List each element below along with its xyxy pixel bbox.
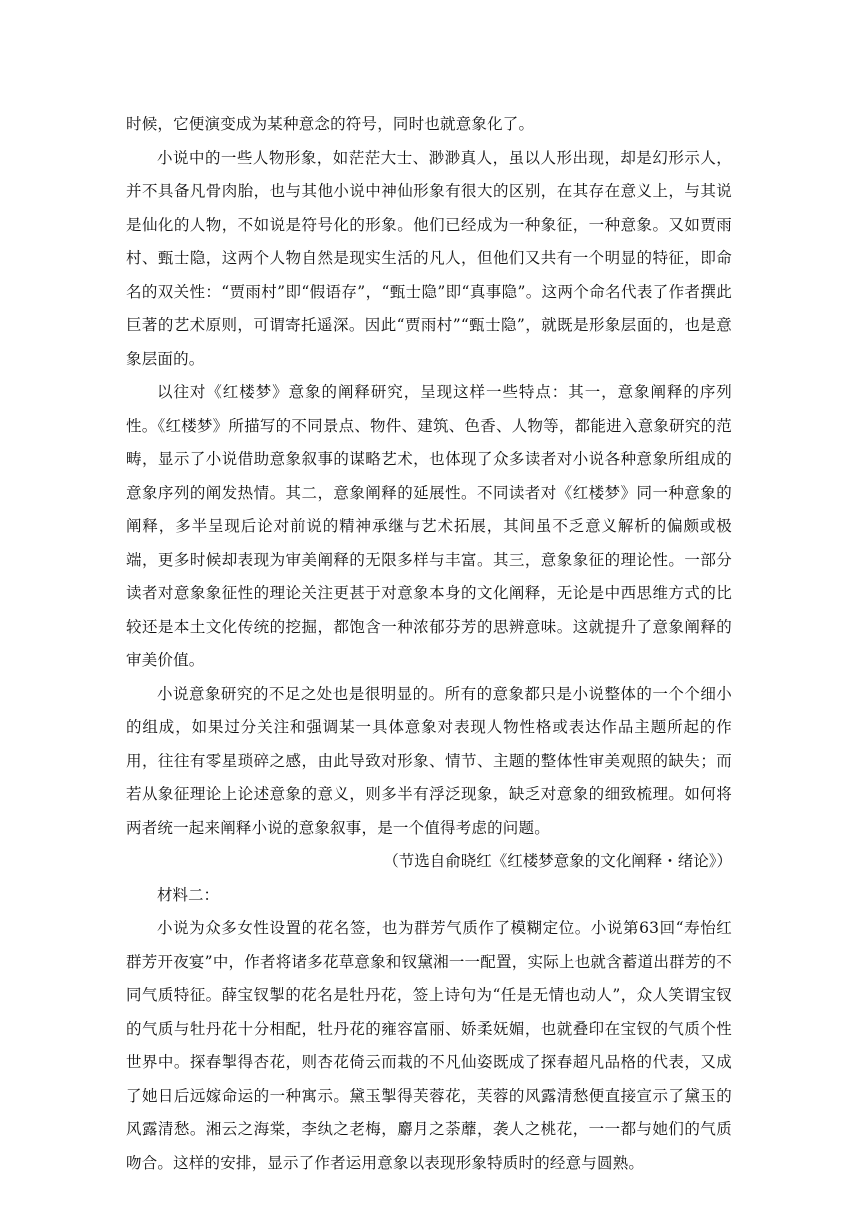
paragraph-flower-lots: 小说为众多女性设置的花名签，也为群芳气质作了模糊定位。小说第63回“寿怡红群芳开夜宴”中，作者将诸多花草意象和钗黛湘一一配置，实际上也就含蓄道出群芳的不同气质特征。薛宝钗掣的花名是牡丹花，签上诗句为“任是无情也动人”，众人笑谓宝钗的气质与牡丹花十分相配，牡丹花的雍容富丽、娇柔妩媚，也就叠印在宝钗的气质个性世界中。探春掣得杏花，则杏花倚云而栽的不凡仙姿既成了探春超凡品格的代表，又成了她日后远嫁命运的一种寓示。黛玉掣得芙蓉花，芙蓉的风露清愁便直接宣示了黛玉的风露清愁。湘云之海棠，李纨之老梅，麝月之荼蘼，袭人之桃花，一一都与她们的气质吻合。这样的安排，显示了作者运用意象以表现形象特质时的经意与圆熟。 xyxy=(126,919,732,1172)
document-body xyxy=(126,108,732,1180)
paragraph-research-features: 以往对《红楼梦》意象的阐释研究，呈现这样一些特点：其一，意象阐释的序列性。《红楼梦》所描写的不同景点、物件、建筑、色香、人物等，都能进入意象研究的范畴，显示了小说借助意象叙事的谋略艺术，也体现了众多读者对小说各种意象所组成的意象序列的阐发热情。其二，意象阐释的延展性。不同读者对《红楼梦》同一种意象的阐释，多半呈现后论对前说的精神承继与艺术拓展，其间虽不乏意义解析的偏颇或极端，更多时候却表现为审美阐释的无限多样与丰富。其三，意象象征的理论性。一部分读者对意象象征性的理论关注更甚于对意象本身的文化阐释，无论是中西思维方式的比较还是本土文化传统的挖掘，都饱含一种浓郁芬芳的思辨意味。这就提升了意象阐释的审美价值。 xyxy=(126,383,732,669)
paragraph-character-symbols: 小说中的一些人物形象，如茫茫大士、渺渺真人，虽以人形出现，却是幻形示人，并不具备凡骨肉胎，也与其他小说中神仙形象有很大的区别，在其存在意义上，与其说是仙化的人物，不如说是符号化的形象。他们已经成为一种象征，一种意象。又如贾雨村、甄士隐，这两个人物自然是现实生活的凡人，但他们又共有一个明显的特征，即命名的双关性：“贾雨村”即“假语存”，“甄士隐”即“真事隐”。这两个命名代表了作者撰此巨著的艺术原则，可谓寄托遥深。因此“贾雨村”“甄士隐”，就既是形象层面的，也是意象层面的。 xyxy=(126,148,732,368)
paragraph-continuation: 时候，它便演变成为某种意念的符号，同时也就意象化了。 xyxy=(126,115,535,133)
paragraph-research-shortcomings: 小说意象研究的不足之处也是很明显的。所有的意象都只是小说整体的一个个细小的组成，如果过分关注和强调某一具体意象对表现人物性格或表达作品主题所起的作用，往往有零星琐碎之感，由此导致对形象、情节、主题的整体性审美观照的缺失；而若从象征理论上论述意象的意义，则多半有浮泛现象，缺乏对意象的细致梳理。如何将两者统一起来阐释小说的意象叙事，是一个值得考虑的问题。 xyxy=(126,684,732,837)
material-two-label: 材料二： xyxy=(157,885,220,904)
source-citation: （节选自俞晓红《红楼梦意象的文化阐释・绪论》） xyxy=(383,852,732,870)
